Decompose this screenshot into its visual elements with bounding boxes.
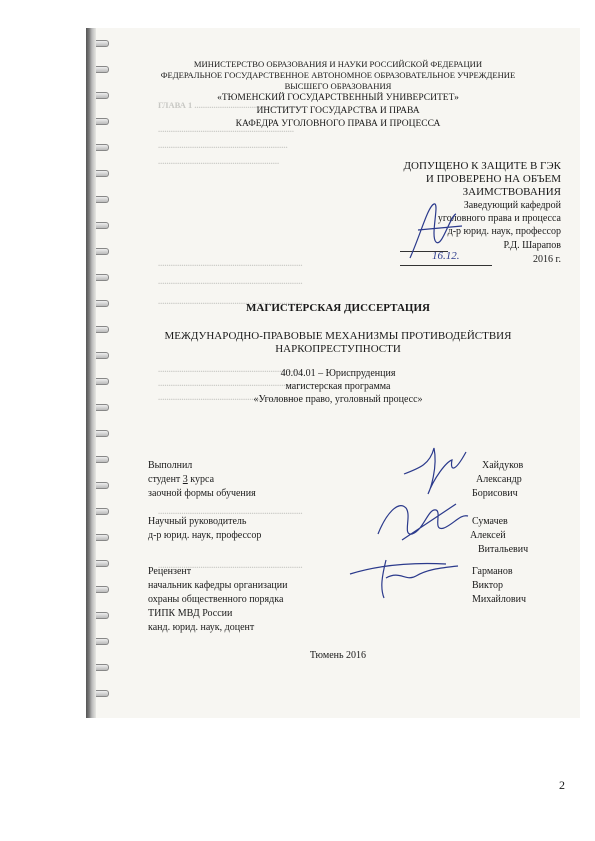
supervisor-degree: д-р юрид. наук, профессор bbox=[148, 530, 262, 541]
author-label: Выполнил bbox=[148, 460, 193, 471]
specialty-code: 40.04.01 – Юриспруденция bbox=[280, 368, 396, 379]
program-label: магистерская программа bbox=[285, 381, 391, 392]
university-name: «ТЮМЕНСКИЙ ГОСУДАРСТВЕННЫЙ УНИВЕРСИТЕТ» bbox=[217, 93, 459, 103]
supervisor-patronymic: Витальевич bbox=[478, 544, 529, 555]
document-type: МАГИСТЕРСКАЯ ДИССЕРТАЦИЯ bbox=[246, 302, 430, 314]
supervisor-surname: Сумачев bbox=[472, 516, 508, 527]
supervisor-label: Научный руководитель bbox=[148, 516, 247, 527]
head-signature bbox=[400, 196, 470, 266]
handwritten-date: 16.12. bbox=[432, 250, 460, 262]
department-name: КАФЕДРА УГОЛОВНОГО ПРАВА И ПРОЦЕССА bbox=[235, 119, 441, 129]
city-year: Тюмень 2016 bbox=[309, 650, 367, 661]
ministry-line: МИНИСТЕРСТВО ОБРАЗОВАНИЯ И НАУКИ РОССИЙСКОЙ ФЕДЕРАЦИИ bbox=[193, 59, 483, 69]
author-first-name: Александр bbox=[476, 474, 522, 485]
page-number: 2 bbox=[559, 778, 565, 792]
head-of-department-label: Заведующий кафедрой bbox=[463, 200, 561, 211]
reviewer-surname: Гарманов bbox=[472, 566, 513, 577]
approval-line-1: ДОПУЩЕНО К ЗАЩИТЕ В ГЭК bbox=[403, 160, 561, 172]
head-department-name: уголовного права и процесса bbox=[437, 213, 561, 224]
education-level-line: ВЫСШЕГО ОБРАЗОВАНИЯ bbox=[284, 81, 392, 91]
reviewer-first-name: Виктор bbox=[472, 580, 503, 591]
course-number: 3 bbox=[182, 474, 188, 485]
reviewer-position-2: охраны общественного порядка bbox=[148, 594, 284, 605]
approval-line-2: И ПРОВЕРЕНО НА ОБЪЕМ bbox=[425, 173, 561, 185]
binding-spine bbox=[86, 28, 96, 718]
reviewer-signature bbox=[346, 552, 462, 602]
reviewer-position-1: начальник кафедры организации bbox=[148, 580, 288, 591]
supervisor-signature bbox=[372, 494, 472, 550]
institute-name: ИНСТИТУТ ГОСУДАРСТВА И ПРАВА bbox=[256, 106, 420, 116]
author-patronymic: Борисович bbox=[472, 488, 518, 499]
head-degree: д-р юрид. наук, профессор bbox=[447, 226, 561, 237]
author-study-form: заочной формы обучения bbox=[148, 488, 256, 499]
author-signature bbox=[400, 438, 470, 498]
reviewer-degree: канд. юрид. наук, доцент bbox=[148, 622, 255, 633]
approval-line-3: ЗАИМСТВОВАНИЯ bbox=[462, 186, 561, 198]
topic-line-2: НАРКОПРЕСТУПНОСТИ bbox=[275, 343, 401, 355]
reviewer-organization: ТИПК МВД России bbox=[148, 608, 233, 619]
author-surname: Хайдуков bbox=[482, 460, 524, 471]
supervisor-first-name: Алексей bbox=[470, 530, 506, 541]
reviewer-patronymic: Михайлович bbox=[472, 594, 526, 605]
author-course: студент 3 курса bbox=[148, 474, 215, 485]
approval-year: 2016 г. bbox=[533, 254, 561, 265]
topic-line-1: МЕЖДУНАРОДНО-ПРАВОВЫЕ МЕХАНИЗМЫ ПРОТИВОДЕЙСТВИЯ bbox=[164, 330, 512, 342]
program-name: «Уголовное право, уголовный процесс» bbox=[253, 394, 423, 405]
institution-type-line: ФЕДЕРАЛЬНОЕ ГОСУДАРСТВЕННОЕ АВТОНОМНОЕ ОБРАЗОВАТЕЛЬНОЕ УЧРЕЖДЕНИЕ bbox=[160, 70, 516, 80]
head-name: Р.Д. Шарапов bbox=[503, 240, 561, 251]
reviewer-label: Рецензент bbox=[148, 566, 192, 577]
